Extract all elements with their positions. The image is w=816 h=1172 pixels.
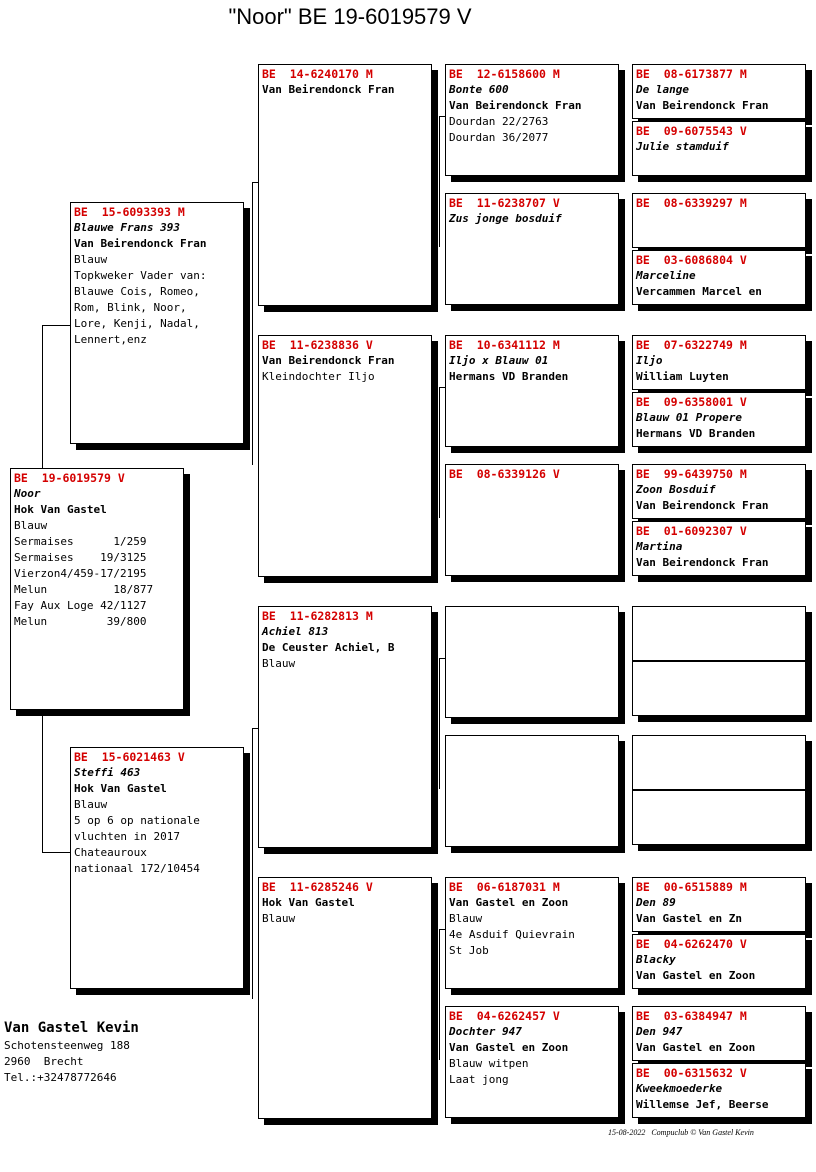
ancestor-card bbox=[632, 335, 806, 390]
pigeon-name: Noor bbox=[14, 487, 41, 500]
pigeon-name: Den 89 bbox=[636, 896, 676, 909]
info-line: Fay Aux Loge 42/1127 bbox=[14, 599, 147, 612]
great-grandparent-card bbox=[445, 464, 619, 576]
info-line: Vierzon4/459-17/2195 bbox=[14, 567, 147, 580]
info-line: Melun 39/800 bbox=[14, 615, 147, 628]
grandparent-card bbox=[258, 64, 432, 306]
ring-number: BE 14-6240170 M bbox=[262, 67, 373, 81]
ancestor-card bbox=[632, 1063, 806, 1118]
info-line: St Job bbox=[449, 944, 489, 957]
ring-number: BE 11-6238707 V bbox=[449, 196, 560, 210]
info-line: Blauw bbox=[262, 912, 296, 925]
great-grandparent-card bbox=[445, 606, 619, 718]
breeder-name: Hermans VD Branden bbox=[636, 427, 756, 440]
grandparent-card bbox=[258, 877, 432, 1119]
breeder-name: William Luyten bbox=[636, 370, 729, 383]
sire-card bbox=[70, 202, 244, 444]
connector-line bbox=[42, 325, 71, 469]
breeder-name: Van Gastel en Zoon bbox=[449, 1041, 569, 1054]
info-line: Blauwe Cois, Romeo, bbox=[74, 285, 200, 298]
connector-line bbox=[439, 658, 446, 789]
breeder-name: Van Gastel en Zoon bbox=[636, 1041, 756, 1054]
connector-line bbox=[439, 387, 446, 518]
pigeon-name: Zoon Bosduif bbox=[636, 483, 716, 496]
ancestor-card bbox=[632, 121, 806, 176]
info-line: Chateauroux bbox=[74, 846, 147, 859]
info-line: Rom, Blink, Noor, bbox=[74, 301, 187, 314]
info-line: vluchten in 2017 bbox=[74, 830, 180, 843]
breeder-name: Willemse Jef, Beerse bbox=[636, 1098, 769, 1111]
connector-line bbox=[439, 929, 446, 1060]
info-line: 4e Asduif Quievrain bbox=[449, 928, 575, 941]
pigeon-name: Kweekmoederke bbox=[636, 1082, 723, 1095]
breeder-name: Hok Van Gastel bbox=[74, 782, 167, 795]
breeder-name: De Ceuster Achiel, B bbox=[262, 641, 395, 654]
pigeon-name: Blauwe Frans 393 bbox=[74, 221, 180, 234]
ancestor-card bbox=[632, 606, 806, 661]
page-title: "Noor" BE 19-6019579 V bbox=[228, 4, 472, 29]
info-line: Sermaises 19/3125 bbox=[14, 551, 147, 564]
info-line: Blauw bbox=[14, 519, 48, 532]
breeder-name: Van Beirendonck Fran bbox=[449, 99, 582, 112]
great-grandparent-card bbox=[445, 64, 619, 176]
ring-number: BE 08-6339297 M bbox=[636, 196, 747, 210]
ring-number: BE 00-6315632 V bbox=[636, 1066, 747, 1080]
pigeon-name: Zus jonge bosduif bbox=[449, 212, 562, 225]
ancestor-card bbox=[632, 464, 806, 519]
owner-phone: Tel.:+32478772646 bbox=[4, 1071, 117, 1084]
info-line: Sermaises 1/259 bbox=[14, 535, 147, 548]
pigeon-name: Iljo bbox=[636, 354, 663, 367]
ring-number: BE 09-6358001 V bbox=[636, 395, 747, 409]
info-line: Kleindochter Iljo bbox=[262, 370, 375, 383]
ring-number: BE 01-6092307 V bbox=[636, 524, 747, 538]
ring-number: BE 04-6262457 V bbox=[449, 1009, 560, 1023]
pigeon-name: Julie stamduif bbox=[636, 140, 729, 153]
info-line: Dourdan 22/2763 bbox=[449, 115, 549, 128]
ring-number: BE 99-6439750 M bbox=[636, 467, 747, 481]
breeder-name: Van Gastel en Zoon bbox=[449, 896, 569, 909]
ancestor-card bbox=[632, 193, 806, 248]
breeder-name: Hok Van Gastel bbox=[14, 503, 107, 516]
info-line: Blauw bbox=[74, 798, 108, 811]
ring-number: BE 12-6158600 M bbox=[449, 67, 560, 81]
ring-number: BE 00-6515889 M bbox=[636, 880, 747, 894]
subject-card bbox=[10, 468, 184, 710]
breeder-name: Van Beirendonck Fran bbox=[262, 83, 395, 96]
pigeon-name: Bonte 600 bbox=[449, 83, 509, 96]
info-line: Melun 18/877 bbox=[14, 583, 154, 596]
breeder-name: Van Beirendonck Fran bbox=[74, 237, 207, 250]
connector-line bbox=[252, 728, 259, 999]
print-credit: 15-08-2022 Compuclub © Van Gastel Kevin bbox=[608, 1128, 754, 1137]
ancestor-card bbox=[632, 250, 806, 305]
owner-block bbox=[4, 1018, 139, 1086]
ancestor-card bbox=[632, 1006, 806, 1061]
info-line: Lore, Kenji, Nadal, bbox=[74, 317, 200, 330]
owner-address: Schotensteenweg 188 bbox=[4, 1039, 130, 1052]
connector-line bbox=[252, 182, 259, 465]
ring-number: BE 06-6187031 M bbox=[449, 880, 560, 894]
info-line: Dourdan 36/2077 bbox=[449, 131, 549, 144]
grandparent-card bbox=[258, 606, 432, 848]
great-grandparent-card bbox=[445, 335, 619, 447]
great-grandparent-card bbox=[445, 1006, 619, 1118]
pigeon-name: Steffi 463 bbox=[74, 766, 141, 779]
info-line: Topkweker Vader van: bbox=[74, 269, 207, 282]
grandparent-card bbox=[258, 335, 432, 577]
owner-name: Van Gastel Kevin bbox=[4, 1020, 139, 1036]
great-grandparent-card bbox=[445, 735, 619, 847]
ancestor-card bbox=[632, 934, 806, 989]
ring-number: BE 15-6021463 V bbox=[74, 750, 185, 764]
info-line: nationaal 172/10454 bbox=[74, 862, 200, 875]
ring-number: BE 07-6322749 M bbox=[636, 338, 747, 352]
ring-number: BE 11-6285246 V bbox=[262, 880, 373, 894]
info-line: Lennert,enz bbox=[74, 333, 147, 346]
breeder-name: Hermans VD Branden bbox=[449, 370, 569, 383]
pigeon-name: De lange bbox=[636, 83, 689, 96]
breeder-name: Van Beirendonck Fran bbox=[262, 354, 395, 367]
ring-number: BE 11-6282813 M bbox=[262, 609, 373, 623]
ring-number: BE 03-6384947 M bbox=[636, 1009, 747, 1023]
breeder-name: Van Beirendonck Fran bbox=[636, 499, 769, 512]
great-grandparent-card bbox=[445, 193, 619, 305]
breeder-name: Van Beirendonck Fran bbox=[636, 556, 769, 569]
ring-number: BE 09-6075543 V bbox=[636, 124, 747, 138]
ancestor-card bbox=[632, 877, 806, 932]
ancestor-card bbox=[632, 790, 806, 845]
ring-number: BE 19-6019579 V bbox=[14, 471, 125, 485]
breeder-name: Van Beirendonck Fran bbox=[636, 99, 769, 112]
great-grandparent-card bbox=[445, 877, 619, 989]
ring-number: BE 08-6173877 M bbox=[636, 67, 747, 81]
info-line: Blauw bbox=[74, 253, 108, 266]
ancestor-card bbox=[632, 735, 806, 790]
pigeon-name: Blauw 01 Propere bbox=[636, 411, 742, 424]
pigeon-name: Blacky bbox=[636, 953, 676, 966]
ancestor-card bbox=[632, 392, 806, 447]
pigeon-name: Achiel 813 bbox=[262, 625, 329, 638]
info-line: 5 op 6 op nationale bbox=[74, 814, 200, 827]
ring-number: BE 04-6262470 V bbox=[636, 937, 747, 951]
info-line: Blauw bbox=[262, 657, 296, 670]
owner-city: 2960 Brecht bbox=[4, 1055, 84, 1068]
breeder-name: Vercammen Marcel en bbox=[636, 285, 762, 298]
pigeon-name: Dochter 947 bbox=[449, 1025, 522, 1038]
breeder-name: Hok Van Gastel bbox=[262, 896, 355, 909]
dam-card bbox=[70, 747, 244, 989]
ring-number: BE 08-6339126 V bbox=[449, 467, 560, 481]
info-line: Laat jong bbox=[449, 1073, 509, 1086]
pigeon-name: Martina bbox=[636, 540, 683, 553]
connector-line bbox=[42, 710, 71, 853]
ring-number: BE 10-6341112 M bbox=[449, 338, 560, 352]
ring-number: BE 11-6238836 V bbox=[262, 338, 373, 352]
pigeon-name: Den 947 bbox=[636, 1025, 683, 1038]
breeder-name: Van Gastel en Zoon bbox=[636, 969, 756, 982]
info-line: Blauw bbox=[449, 912, 483, 925]
info-line: Blauw witpen bbox=[449, 1057, 529, 1070]
ring-number: BE 03-6086804 V bbox=[636, 253, 747, 267]
ancestor-card bbox=[632, 64, 806, 119]
connector-line bbox=[439, 116, 446, 247]
ancestor-card bbox=[632, 521, 806, 576]
pigeon-name: Iljo x Blauw 01 bbox=[449, 354, 549, 367]
breeder-name: Van Gastel en Zn bbox=[636, 912, 742, 925]
ring-number: BE 15-6093393 M bbox=[74, 205, 185, 219]
pigeon-name: Marceline bbox=[636, 269, 696, 282]
ancestor-card bbox=[632, 661, 806, 716]
